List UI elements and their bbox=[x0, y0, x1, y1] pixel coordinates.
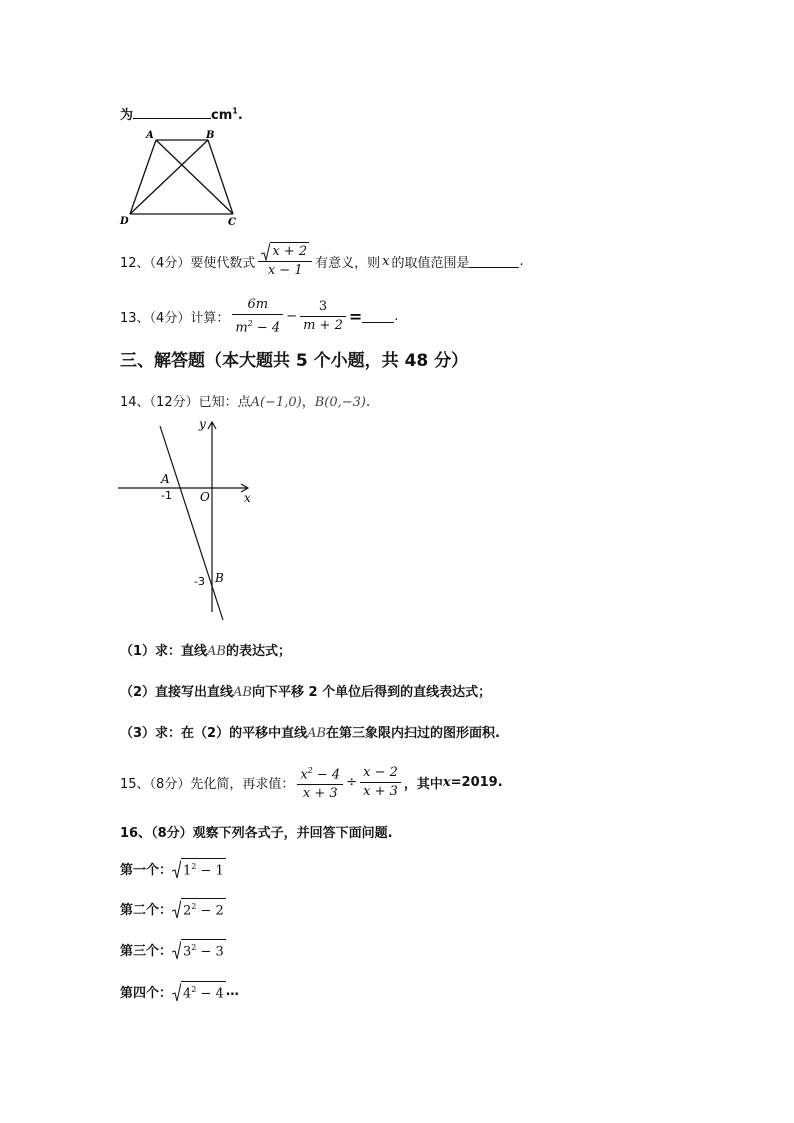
q14-prefix: 14、（12分）已知：点 bbox=[120, 395, 251, 410]
q16-item-1-base: 1 bbox=[183, 863, 192, 879]
point-a: A(−1,0) bbox=[250, 395, 302, 410]
q16-item-4 bbox=[120, 981, 239, 1002]
q14-part-1 bbox=[120, 640, 291, 659]
sqrt-sign-icon bbox=[172, 940, 181, 960]
q16-item-2-exp: 2 bbox=[191, 902, 197, 911]
q16-item-2-root bbox=[172, 898, 226, 919]
q14-part-1-ab: AB bbox=[207, 644, 226, 659]
q15-f2-den: x + 3 bbox=[363, 784, 398, 800]
question-12 bbox=[120, 242, 524, 280]
q14-part-2 bbox=[120, 681, 491, 700]
q15-divide: ÷ bbox=[346, 775, 358, 791]
q16-item-1-root bbox=[172, 858, 226, 879]
q16-item-3-exp: 2 bbox=[191, 943, 197, 952]
q16-item-2-label: 第二个： bbox=[120, 903, 173, 919]
section-3-title: 三、解答题（本大题共 5 个小题，共 48 分） bbox=[120, 351, 469, 371]
q13-frac1-den-base: m bbox=[235, 320, 248, 336]
q13-minus: − bbox=[286, 309, 298, 325]
q16-item-4-tail: … bbox=[225, 984, 239, 1000]
q16-item-3-root bbox=[172, 939, 226, 960]
side-bc bbox=[208, 140, 233, 214]
line-ab bbox=[160, 426, 223, 620]
q16-item-4-label: 第四个： bbox=[120, 986, 173, 1002]
q16-item-1-rest: − 1 bbox=[196, 863, 224, 879]
y-axis-label: y bbox=[199, 417, 206, 431]
point-a-label: A bbox=[161, 472, 170, 486]
q13-fraction-1 bbox=[232, 296, 283, 337]
q16-item-3-label: 第三个： bbox=[120, 944, 173, 960]
q11-prefix: 为 bbox=[120, 108, 134, 123]
q15-f1-num-exp: 2 bbox=[307, 766, 313, 775]
point-b-label: B bbox=[215, 571, 224, 585]
q13-frac1-num: 6m bbox=[247, 297, 269, 312]
q16-item-1-exp: 2 bbox=[191, 862, 197, 871]
q15-fraction-1 bbox=[297, 762, 343, 803]
q14-part-2-ab: AB bbox=[233, 685, 252, 700]
q16-item-4-rest: − 4 bbox=[196, 986, 224, 1002]
q15-f2-num: x − 2 bbox=[363, 765, 398, 781]
q12-prefix: 12、（4分）要使代数式 bbox=[120, 255, 256, 271]
q14-comma: ， bbox=[301, 395, 315, 410]
q15-f1-den: x + 3 bbox=[302, 786, 338, 802]
x-axis-label: x bbox=[244, 491, 251, 505]
origin-label: O bbox=[200, 490, 210, 504]
diagonal-ac bbox=[156, 140, 233, 214]
question-13 bbox=[120, 296, 398, 337]
q15-f1-num-base: x bbox=[300, 767, 308, 783]
q12-numerator: x + 2 bbox=[272, 244, 308, 259]
q15-suffix-val: =2019. bbox=[450, 775, 503, 791]
q14-part-3-after: 在第三象限内扫过的图形面积. bbox=[326, 726, 500, 741]
sqrt-sign-icon bbox=[172, 899, 181, 919]
answer-blank-q13 bbox=[362, 310, 394, 323]
q14-part-3 bbox=[120, 722, 500, 741]
coordinate-graph bbox=[110, 412, 270, 632]
q15-f1-num bbox=[297, 762, 343, 784]
vertex-d-label: D bbox=[120, 216, 129, 227]
q16-item-2-rest: − 2 bbox=[196, 903, 224, 919]
tick-neg1-label: -1 bbox=[161, 489, 172, 502]
side-da bbox=[130, 140, 156, 214]
q16-item-2-base: 2 bbox=[183, 903, 192, 919]
q13-frac2-den: m + 2 bbox=[303, 318, 343, 334]
q14-end: . bbox=[365, 395, 371, 410]
sqrt-sign-icon bbox=[261, 243, 270, 261]
q12-denominator: x − 1 bbox=[267, 263, 303, 278]
q15-prefix: 15、（8分）先化简，再求值： bbox=[120, 777, 295, 793]
q15-suffix-pre: ，其中 bbox=[403, 777, 443, 793]
q16-item-3 bbox=[120, 939, 226, 960]
sqrt-sign-icon bbox=[172, 859, 181, 879]
q12-middle: 有意义，则 bbox=[315, 255, 381, 271]
q16-item-1 bbox=[120, 858, 226, 879]
q14-part-2-after: 向下平移 2 个单位后得到的直线表达式； bbox=[252, 685, 492, 700]
q12-end: . bbox=[519, 253, 524, 269]
q13-prefix: 13、（4分）计算： bbox=[120, 311, 230, 327]
point-b: B(0,−3) bbox=[314, 395, 366, 410]
q14-part-1-before: （1）求：直线 bbox=[120, 644, 208, 659]
answer-blank-q11 bbox=[133, 106, 211, 119]
q12-fraction bbox=[258, 242, 312, 280]
q13-equals: = bbox=[348, 307, 363, 327]
answer-blank-q12 bbox=[469, 255, 519, 268]
q13-frac1-den bbox=[232, 315, 283, 337]
q11-end: . bbox=[237, 108, 243, 123]
vertex-a-label: A bbox=[146, 130, 154, 141]
q16-item-4-exp: 2 bbox=[191, 985, 197, 994]
q16-item-4-root bbox=[172, 981, 226, 1002]
q11-tail bbox=[120, 104, 243, 123]
q12-var: x bbox=[382, 253, 390, 269]
q15-f1-num-rest: − 4 bbox=[312, 767, 341, 783]
q11-unit-exp: 1 bbox=[232, 106, 238, 116]
q16-item-3-base: 3 bbox=[183, 944, 192, 960]
sqrt-sign-icon bbox=[172, 982, 181, 1002]
q13-end: . bbox=[394, 309, 399, 325]
tick-neg3-label: -3 bbox=[194, 575, 205, 588]
q16-item-3-rest: − 3 bbox=[196, 944, 224, 960]
question-14 bbox=[120, 391, 370, 410]
q12-suffix: 的取值范围是 bbox=[391, 255, 470, 271]
q16-item-1-label: 第一个： bbox=[120, 863, 173, 879]
q13-frac1-den-rest: − 4 bbox=[252, 320, 281, 336]
q16-item-4-base: 4 bbox=[183, 986, 192, 1002]
diagonal-bd bbox=[130, 140, 208, 214]
q13-frac2-num: 3 bbox=[318, 299, 328, 315]
question-16: 16、（8分）观察下列各式子，并回答下面问题. bbox=[120, 826, 393, 841]
q13-frac1-den-exp: 2 bbox=[247, 319, 253, 328]
q15-fraction-2 bbox=[360, 764, 401, 801]
q14-part-3-ab: AB bbox=[307, 726, 327, 741]
q11-unit: cm bbox=[211, 108, 233, 123]
q14-part-2-before: （2）直接写出直线 bbox=[120, 685, 234, 700]
vertex-c-label: C bbox=[228, 217, 236, 228]
question-15 bbox=[120, 762, 503, 803]
trapezoid-figure bbox=[116, 128, 246, 228]
q14-part-1-after: 的表达式； bbox=[226, 644, 292, 659]
q15-suffix-var: x bbox=[442, 775, 451, 791]
vertex-b-label: B bbox=[206, 130, 215, 141]
q13-fraction-2 bbox=[300, 298, 346, 335]
q14-part-3-before: （3）求：在（2）的平移中直线 bbox=[120, 726, 308, 741]
q16-item-2 bbox=[120, 898, 226, 919]
